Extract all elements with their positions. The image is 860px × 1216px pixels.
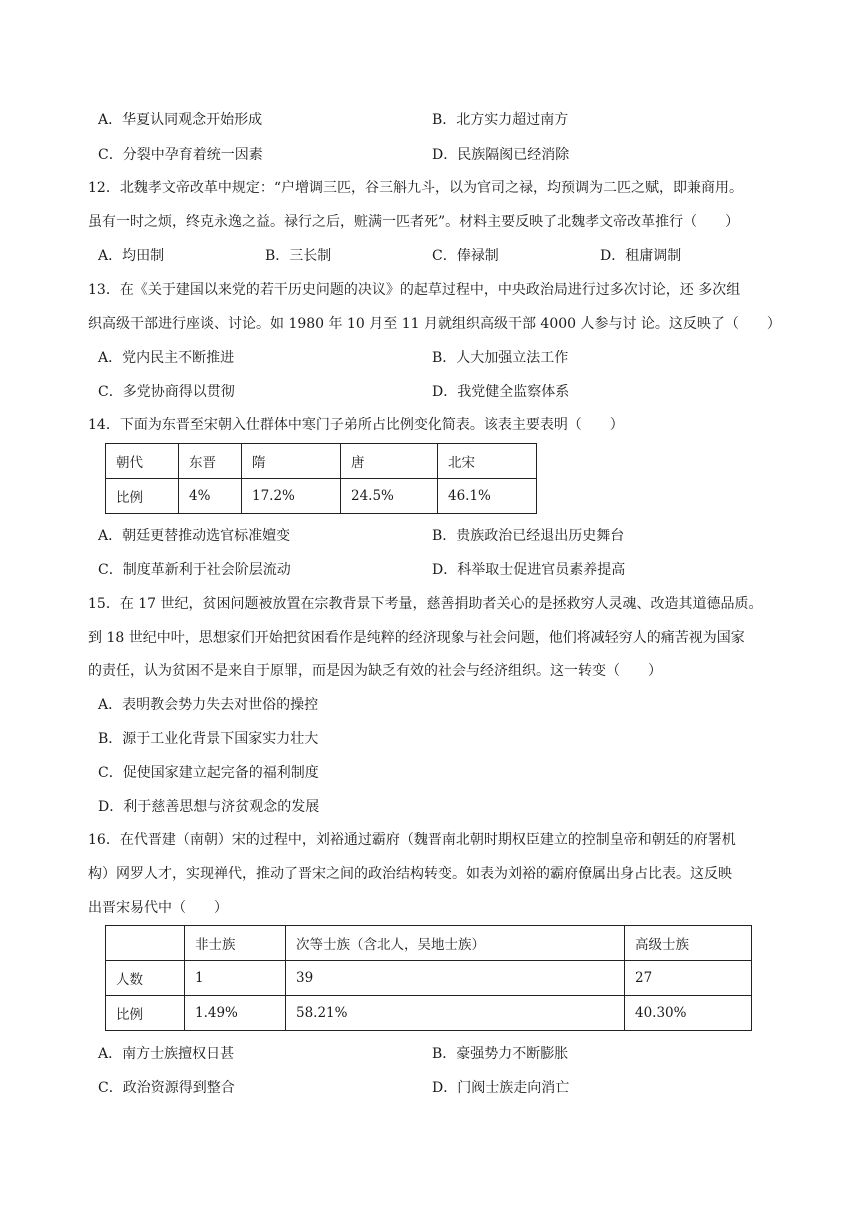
- table-cell: 58.21%: [286, 996, 625, 1031]
- q16-option-a[interactable]: A．南方士族擅权日甚: [98, 1046, 235, 1062]
- table-cell: 比例: [106, 479, 179, 514]
- q11-option-b[interactable]: B．北方实力超过南方: [432, 112, 569, 128]
- table-row: [106, 926, 752, 961]
- q14-option-b[interactable]: B．贵族政治已经退出历史舞台: [432, 528, 625, 544]
- table-cell: 17.2%: [242, 479, 341, 514]
- q15-option-a[interactable]: A．表明教会势力失去对世俗的操控: [98, 697, 319, 713]
- table-cell: 北宋: [438, 444, 537, 479]
- q12-option-b[interactable]: B．三长制: [265, 248, 332, 264]
- table-cell: 1: [185, 961, 286, 996]
- table-cell: 朝代: [106, 444, 179, 479]
- q15-stem-line3: 的责任，认为贫困不是来自于原罪，而是因为缺乏有效的社会与经济组织。这一转变（ ）: [88, 663, 662, 679]
- q12-option-a[interactable]: A．均田制: [98, 248, 165, 264]
- q14-option-d[interactable]: D．科举取士促进官员素养提高: [432, 562, 626, 578]
- q11-option-a[interactable]: A．华夏认同观念开始形成: [98, 112, 263, 128]
- q14-stem: 14．下面为东晋至宋朝入仕群体中寒门子弟所占比例变化简表。该表主要表明（ ）: [88, 417, 624, 433]
- table-cell: 40.30%: [625, 996, 752, 1031]
- table-row: [106, 444, 537, 479]
- q16-option-c[interactable]: C．政治资源得到整合: [98, 1080, 235, 1096]
- q11-option-d[interactable]: D．民族隔阂已经消除: [432, 147, 570, 163]
- q13-option-a[interactable]: A．党内民主不断推进: [98, 350, 235, 366]
- table-cell: 比例: [106, 996, 185, 1031]
- table-cell: 非士族: [185, 926, 286, 961]
- table-cell: 39: [286, 961, 625, 996]
- q16-stem-line3: 出晋宋易代中（ ）: [88, 900, 228, 916]
- q16-table: [105, 925, 752, 1031]
- q15-option-d[interactable]: D．利于慈善思想与济贫观念的发展: [98, 799, 320, 815]
- q13-stem-line2: 织高级干部进行座谈、讨论。如 1980 年 10 月至 11 月就组织高级干部 4000 人参与讨 论。这反映了（ ）: [88, 316, 781, 332]
- q12-stem-line2: 虽有一时之烦，终克永逸之益。禄行之后，赃满一匹者死”。材料主要反映了北魏孝文帝改革推行（ ）: [88, 214, 740, 230]
- table-cell: 1.49%: [185, 996, 286, 1031]
- table-cell: 46.1%: [438, 479, 537, 514]
- table-cell: 高级士族: [625, 926, 752, 961]
- table-cell: 东晋: [179, 444, 242, 479]
- q14-table: [105, 443, 537, 514]
- table-row: [106, 479, 537, 514]
- q12-option-d[interactable]: D．租庸调制: [600, 248, 682, 264]
- q12-stem-line1: 12．北魏孝文帝改革中规定：“户增调三匹，谷三斛九斗，以为官司之禄，均预调为二匹之赋，即兼商用。: [88, 180, 743, 196]
- q16-option-d[interactable]: D．门阀士族走向消亡: [432, 1080, 570, 1096]
- q13-option-c[interactable]: C．多党协商得以贯彻: [98, 384, 235, 400]
- q12-option-c[interactable]: C．俸禄制: [432, 248, 499, 264]
- q15-option-c[interactable]: C．促使国家建立起完备的福利制度: [98, 765, 319, 781]
- table-cell: 隋: [242, 444, 341, 479]
- table-cell: 27: [625, 961, 752, 996]
- q13-option-b[interactable]: B．人大加强立法工作: [432, 350, 569, 366]
- q16-stem-line2: 构）网罗人才，实现禅代，推动了晋宋之间的政治结构转变。如表为刘裕的霸府僚属出身占比表。这反映: [88, 866, 732, 882]
- q13-stem-line1: 13．在《关于建国以来党的若干历史问题的决议》的起草过程中，中央政治局进行过多次讨论，还 多次组: [88, 282, 741, 298]
- table-row: [106, 961, 752, 996]
- q16-stem-line1: 16．在代晋建（南朝）宋的过程中，刘裕通过霸府（魏晋南北朝时期权臣建立的控制皇帝和朝廷的府署机: [88, 832, 736, 848]
- q14-option-a[interactable]: A．朝廷更替推动选官标准嬗变: [98, 528, 291, 544]
- table-row: [106, 996, 752, 1031]
- table-cell: 人数: [106, 961, 185, 996]
- table-cell: [106, 926, 185, 961]
- table-cell: 4%: [179, 479, 242, 514]
- table-cell: 次等士族（含北人，吴地士族）: [286, 926, 625, 961]
- table-cell: 24.5%: [341, 479, 438, 514]
- q15-stem-line2: 到 18 世纪中叶，思想家们开始把贫困看作是纯粹的经济现象与社会问题，他们将减轻穷人的痛苦视为国家: [88, 630, 745, 646]
- q15-option-b[interactable]: B．源于工业化背景下国家实力壮大: [98, 731, 319, 747]
- q16-option-b[interactable]: B．豪强势力不断膨胀: [432, 1046, 569, 1062]
- q13-option-d[interactable]: D．我党健全监察体系: [432, 384, 570, 400]
- table-cell: 唐: [341, 444, 438, 479]
- q11-option-c[interactable]: C．分裂中孕育着统一因素: [98, 147, 263, 163]
- q14-option-c[interactable]: C．制度革新利于社会阶层流动: [98, 562, 291, 578]
- q15-stem-line1: 15．在 17 世纪，贫困问题被放置在宗教背景下考量，慈善捐助者关心的是拯救穷人灵魂、改造其道德品质。: [88, 596, 763, 612]
